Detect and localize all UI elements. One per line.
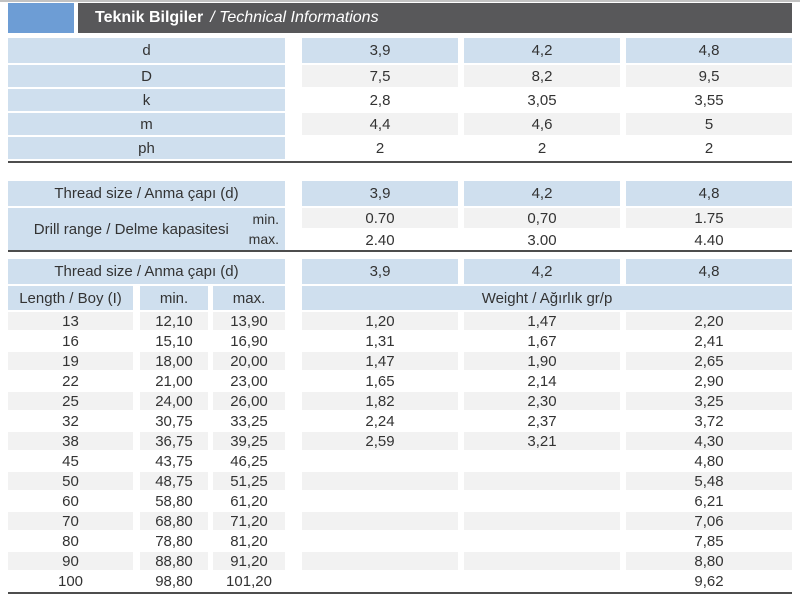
length-value: 100 [8,572,133,590]
drill-range-table [8,181,792,206]
length-value: 13 [8,312,133,330]
weight-value: 2,59 [302,432,458,450]
dimension-value: 4,4 [302,113,458,135]
weight-value: 3,25 [626,392,792,410]
length-min-value: 98,80 [140,572,208,590]
table-row [8,38,792,63]
dimension-value: 2 [626,137,792,159]
dimension-value: 4,6 [464,113,620,135]
table-row [8,552,792,570]
length-min-value: 36,75 [140,432,208,450]
page-title-tr: Teknik Bilgiler [95,9,204,26]
weight-value [302,492,458,510]
length-max-value: 26,00 [213,392,285,410]
dimension-value: 3,55 [626,89,792,111]
thread-size-header: Thread size / Anma çapı (d) [8,181,285,206]
weight-value: 2,37 [464,412,620,430]
length-max-value: 13,90 [213,312,285,330]
length-min-value: 15,10 [140,332,208,350]
drill-range-value: 0.70 [302,208,458,228]
weight-value: 1,47 [302,352,458,370]
length-value: 32 [8,412,133,430]
table-row [8,372,792,390]
weight-value: 9,62 [626,572,792,590]
page-title-en: / Technical Informations [210,9,379,26]
weight-value: 1,90 [464,352,620,370]
length-max-value: 20,00 [213,352,285,370]
length-weight-rows [8,312,792,590]
dimension-label: ph [8,137,285,159]
length-value: 25 [8,392,133,410]
weight-value [464,552,620,570]
dimension-value: 9,5 [626,65,792,87]
min-max-labels [249,209,279,249]
thread-size-header: Thread size / Anma çapı (d) [8,259,285,284]
length-value: 16 [8,332,133,350]
table-row [302,230,792,250]
weight-value [464,572,620,590]
thread-size-value: 4,2 [464,181,620,206]
max-label: max. [248,231,279,247]
drill-range-value: 1.75 [626,208,792,228]
dimension-label: k [8,89,285,111]
length-min-value: 58,80 [140,492,208,510]
weight-value [302,552,458,570]
length-max-value: 46,25 [213,452,285,470]
weight-value: 2,20 [626,312,792,330]
length-min-value: 18,00 [140,352,208,370]
table-row [8,452,792,470]
title-bar [8,3,792,33]
dimension-value: 2 [302,137,458,159]
drill-range-value: 4.40 [626,230,792,250]
table-row [8,512,792,530]
table-row [8,432,792,450]
length-min-value: 43,75 [140,452,208,470]
weight-value: 3,21 [464,432,620,450]
length-max-value: 81,20 [213,532,285,550]
thread-size-value: 3,9 [302,181,458,206]
table-row [8,532,792,550]
weight-value: 2,24 [302,412,458,430]
length-min-value: 78,80 [140,532,208,550]
drill-range-value: 2.40 [302,230,458,250]
weight-value [302,532,458,550]
dimension-value: 4,8 [626,38,792,63]
drill-range-label-cell [8,208,285,250]
table-row [8,65,792,87]
weight-value: 1,65 [302,372,458,390]
length-max-value: 91,20 [213,552,285,570]
table-row [8,137,792,159]
length-weight-table [8,259,792,590]
weight-value [464,492,620,510]
drill-range-values [302,208,792,250]
dimension-value: 3,05 [464,89,620,111]
table-row [8,89,792,111]
length-max-value: 33,25 [213,412,285,430]
weight-value: 1,20 [302,312,458,330]
length-value: 38 [8,432,133,450]
weight-value: 1,31 [302,332,458,350]
weight-value: 2,65 [626,352,792,370]
length-max-value: 23,00 [213,372,285,390]
thread-size-value: 3,9 [302,259,458,284]
weight-value: 1,67 [464,332,620,350]
length-value: 80 [8,532,133,550]
weight-value [464,512,620,530]
weight-value: 2,14 [464,372,620,390]
dimension-value: 2,8 [302,89,458,111]
drill-range-label: Drill range / Delme kapasitesi [33,220,229,238]
weight-value: 6,21 [626,492,792,510]
dimension-value: 3,9 [302,38,458,63]
table-row [8,332,792,350]
weight-column-header: Weight / Ağırlık gr/p [302,286,792,310]
length-max-value: 51,25 [213,472,285,490]
length-value: 90 [8,552,133,570]
length-min-value: 12,10 [140,312,208,330]
top-divider [0,0,800,2]
weight-value: 7,06 [626,512,792,530]
weight-value: 2,90 [626,372,792,390]
weight-value: 4,80 [626,452,792,470]
dimension-value: 4,2 [464,38,620,63]
length-max-value: 39,25 [213,432,285,450]
length-max-value: 101,20 [213,572,285,590]
length-column-header: Length / Boy (I) [8,286,133,310]
table-row [8,312,792,330]
drill-range-value: 3.00 [464,230,620,250]
weight-value: 4,30 [626,432,792,450]
dimension-value: 7,5 [302,65,458,87]
length-min-value: 30,75 [140,412,208,430]
length-min-value: 21,00 [140,372,208,390]
thread-size-value: 4,8 [626,181,792,206]
weight-value [464,472,620,490]
table-row [8,352,792,370]
weight-value [464,532,620,550]
weight-value [464,452,620,470]
weight-value: 1,47 [464,312,620,330]
weight-value [302,572,458,590]
length-value: 19 [8,352,133,370]
length-min-value: 88,80 [140,552,208,570]
drill-range-value: 0,70 [464,208,620,228]
accent-square [8,3,74,33]
length-max-value: 71,20 [213,512,285,530]
length-min-value: 24,00 [140,392,208,410]
max-column-header: max. [213,286,285,310]
table-rule [8,592,792,594]
weight-value [302,472,458,490]
length-value: 45 [8,452,133,470]
table-row [8,113,792,135]
dimension-value: 8,2 [464,65,620,87]
drill-range-rows [8,208,792,250]
weight-value: 8,80 [626,552,792,570]
length-min-value: 68,80 [140,512,208,530]
min-label: min. [252,211,279,227]
length-value: 60 [8,492,133,510]
dimension-value: 5 [626,113,792,135]
table-row [8,412,792,430]
weight-value [302,512,458,530]
thread-size-value: 4,8 [626,259,792,284]
weight-value: 2,41 [626,332,792,350]
length-max-value: 61,20 [213,492,285,510]
dimension-value: 2 [464,137,620,159]
table-row [302,208,792,228]
length-min-value: 48,75 [140,472,208,490]
weight-value: 1,82 [302,392,458,410]
weight-value: 2,30 [464,392,620,410]
dimensions-table [8,38,792,159]
table-row [8,572,792,590]
length-max-value: 16,90 [213,332,285,350]
title-bar-strip [78,3,792,33]
length-value: 70 [8,512,133,530]
length-value: 50 [8,472,133,490]
table-row [8,492,792,510]
dimension-label: D [8,65,285,87]
length-value: 22 [8,372,133,390]
weight-value [302,452,458,470]
thread-size-value: 4,2 [464,259,620,284]
dimension-label: m [8,113,285,135]
dimension-label: d [8,38,285,63]
weight-value: 5,48 [626,472,792,490]
table-row [8,472,792,490]
min-column-header: min. [140,286,208,310]
table-row [8,392,792,410]
weight-value: 7,85 [626,532,792,550]
weight-value: 3,72 [626,412,792,430]
